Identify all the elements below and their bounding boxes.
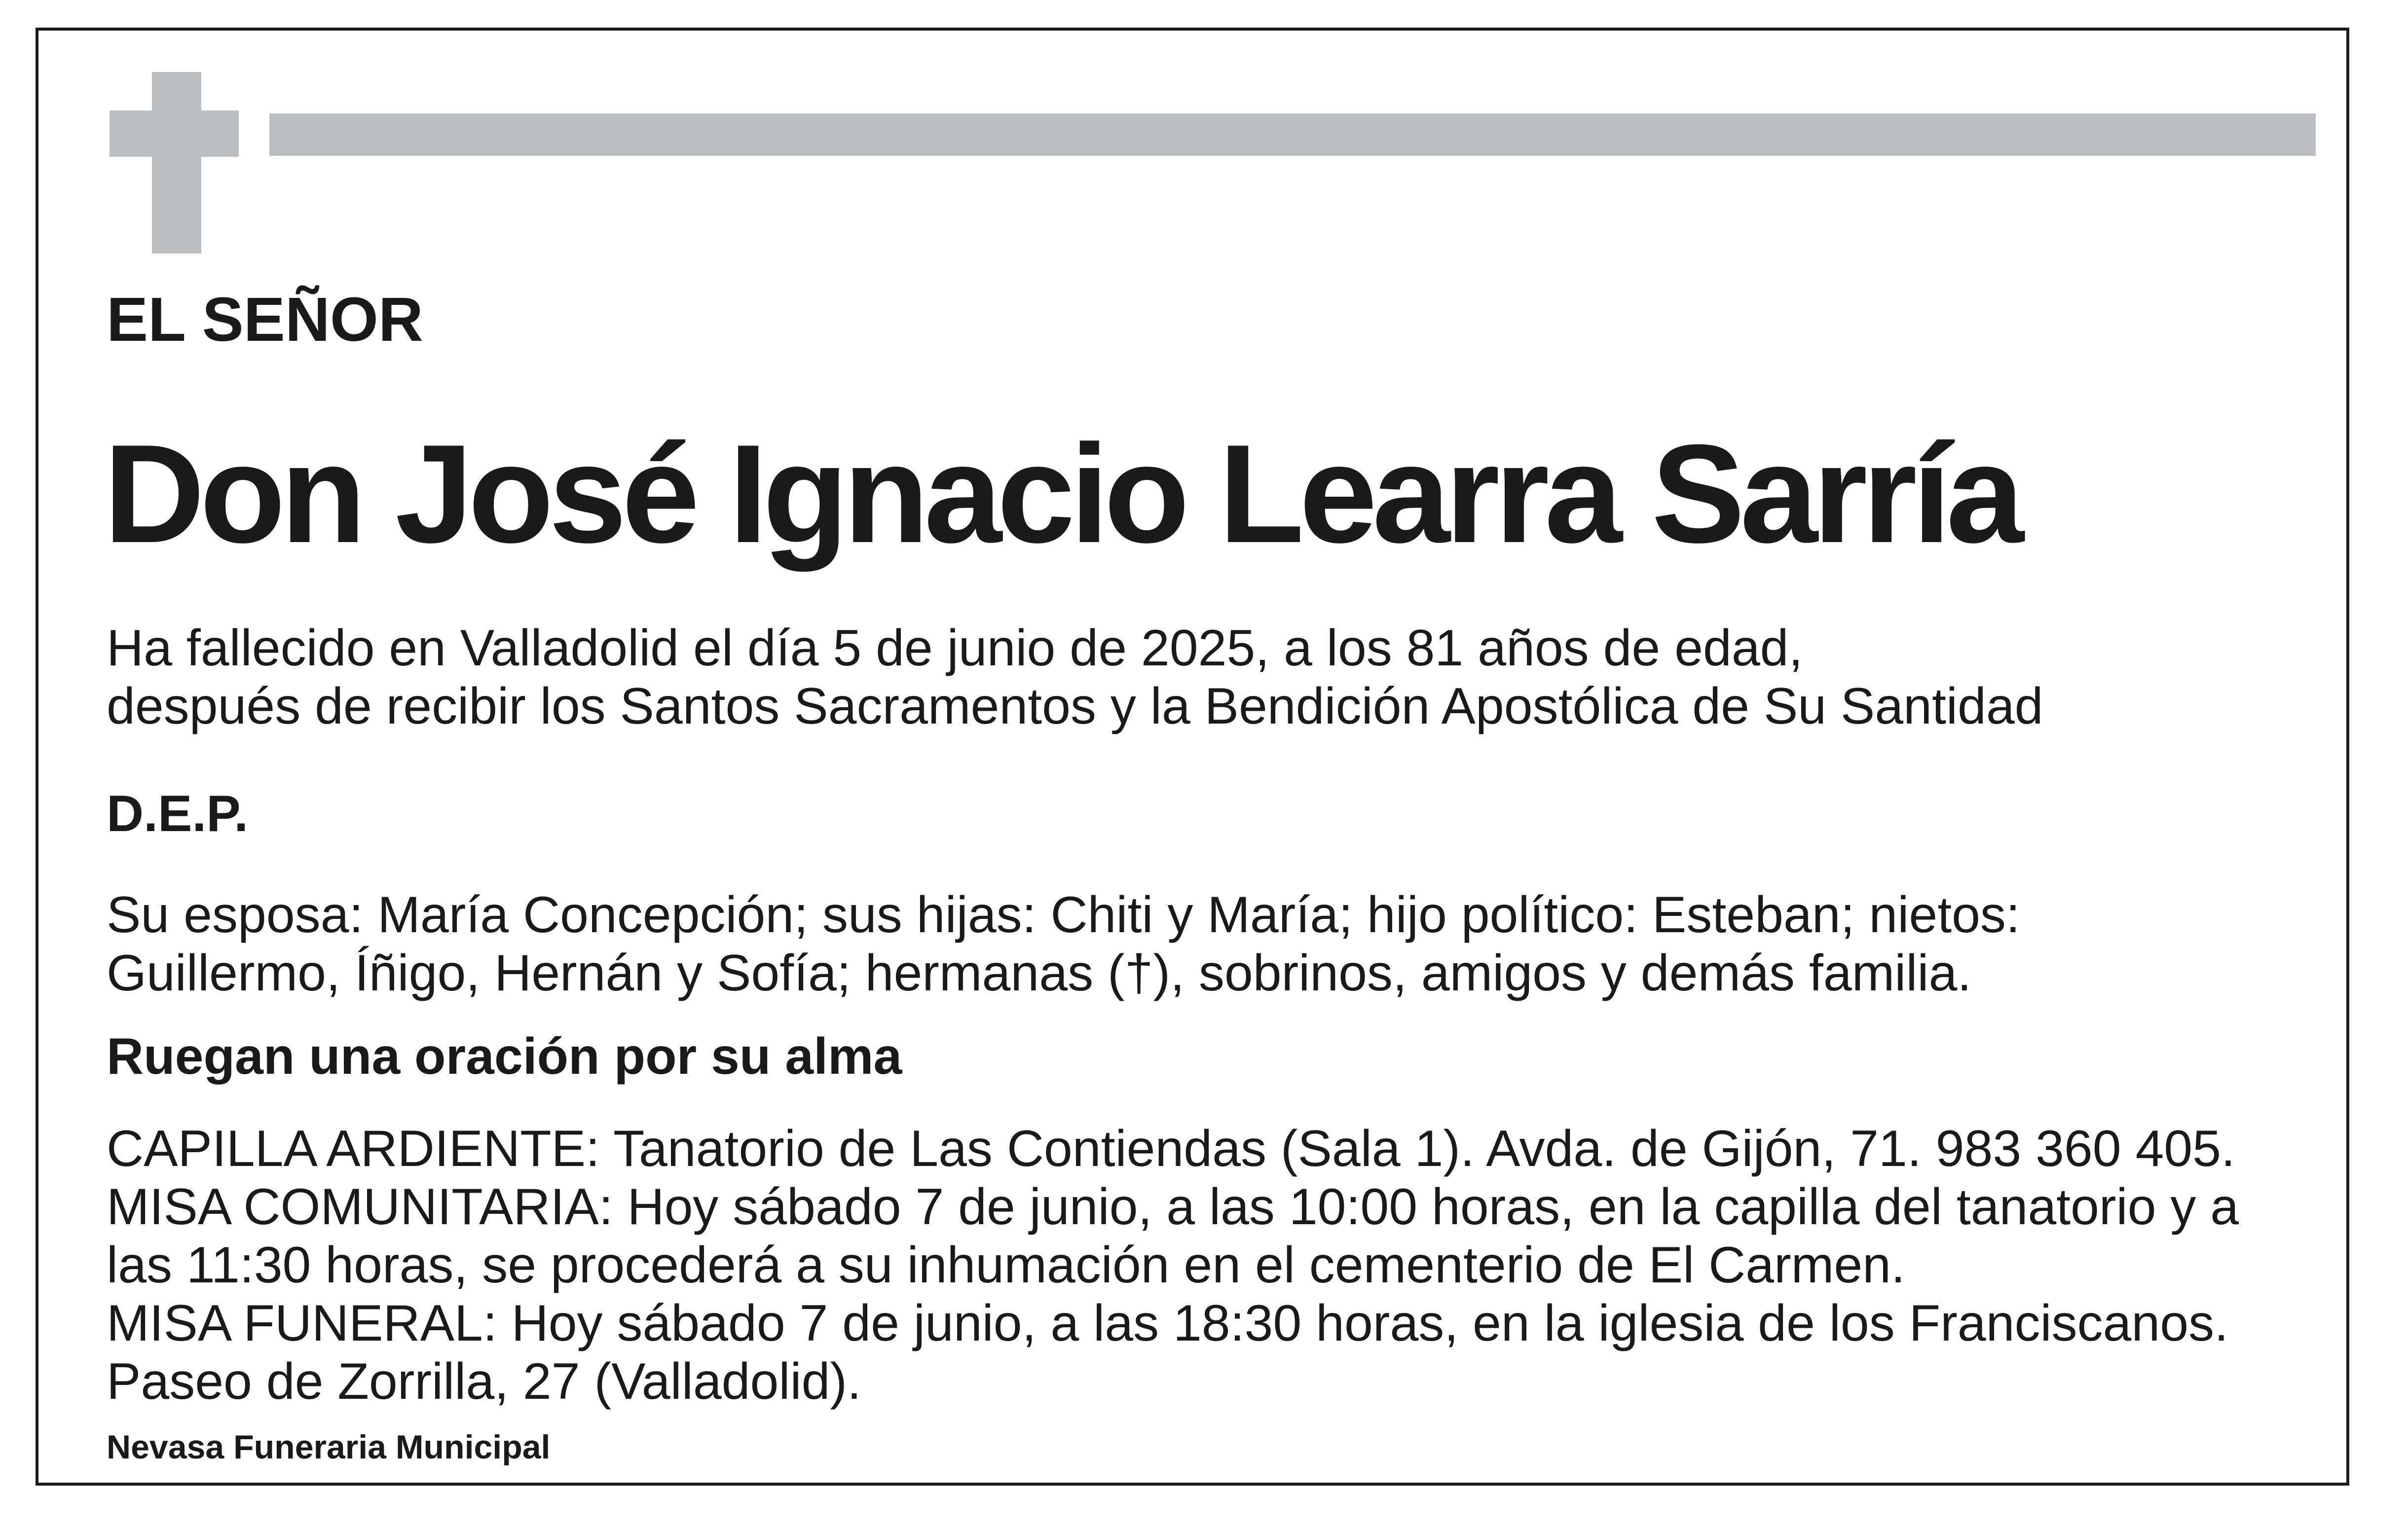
funeral-home-credit: Nevasa Funeraria Municipal (107, 1428, 551, 1466)
deceased-name: Don José Ignacio Learra Sarría (104, 416, 2019, 572)
honorific-heading: EL SEÑOR (107, 285, 423, 354)
dep-label: D.E.P. (107, 785, 249, 842)
cross-icon-vertical (152, 72, 201, 254)
service-details-line: Paseo de Zorrilla, 27 (Valladolid). (107, 1353, 861, 1410)
header-rule (269, 113, 2316, 156)
service-details-line: CAPILLA ARDIENTE: Tanatorio de Las Contiendas (Sala 1). Avda. de Gijón, 71. 983 360 405. (107, 1120, 2235, 1177)
death-announcement-line: Ha fallecido en Valladolid el día 5 de junio de 2025, a los 81 años de edad, (107, 619, 1803, 677)
service-details (107, 1120, 2239, 1411)
service-details-line: MISA FUNERAL: Hoy sábado 7 de junio, a las 18:30 horas, en la iglesia de los Franciscanos. (107, 1295, 2228, 1352)
family-list (107, 886, 2020, 1002)
death-announcement-line: después de recibir los Santos Sacramentos y la Bendición Apostólica de Su Santidad (107, 678, 2043, 735)
service-details-line: MISA COMUNITARIA: Hoy sábado 7 de junio, a las 10:00 horas, en la capilla del tanatorio y a (107, 1178, 2239, 1236)
family-list-line: Guillermo, Íñigo, Hernán y Sofía; hermanas (†), sobrinos, amigos y demás familia. (107, 945, 1972, 1002)
family-list-line: Su esposa: María Concepción; sus hijas: Chiti y María; hijo político: Esteban; nietos: (107, 886, 2020, 944)
service-details-line: las 11:30 horas, se procederá a su inhumación en el cementerio de El Carmen. (107, 1237, 1905, 1294)
prayer-request: Ruegan una oración por su alma (107, 1028, 902, 1085)
death-announcement (107, 619, 2043, 735)
cross-icon-horizontal (110, 110, 239, 157)
